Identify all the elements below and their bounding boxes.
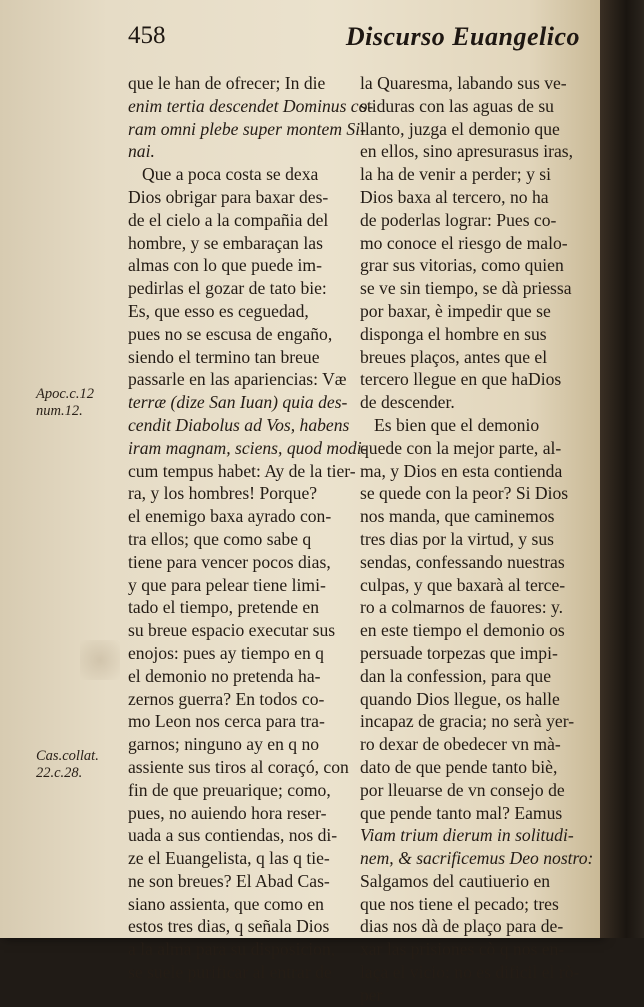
text-line: y que para pelear tiene limi- — [128, 574, 326, 595]
page-header — [120, 18, 580, 58]
text-line: xar las prisiones cò q nos en- — [360, 939, 565, 960]
text-line: hombre, y se embaraçan las — [128, 232, 323, 253]
text-line: llanto, juzga el demonio que — [360, 118, 560, 139]
margin-note-line: Cas.collat. — [36, 748, 99, 764]
text-line: ma, y Dios en esta contienda — [360, 460, 563, 481]
text-line: persuade torpezas que impi- — [360, 642, 558, 663]
text-line: Que a poca costa se dexa — [142, 164, 319, 185]
text-line: ne son breues? El Abad Cas- — [128, 870, 330, 891]
text-line: incapaz de gracia; no serà yer- — [360, 711, 575, 732]
running-title: Discurso Euangelico — [345, 22, 580, 51]
text-line: tres dias por la virtud, y sus — [360, 528, 554, 549]
text-line: tiene para vencer pocos dias, — [128, 551, 331, 572]
text-line: de poderlas lograr: Pues co- — [360, 209, 557, 230]
text-line: el enemigo baxa ayrado con- — [128, 506, 332, 527]
text-line: estos tres dias, q señala Dios — [128, 916, 330, 937]
text-line: ze el Euangelista, q las q tie- — [128, 848, 330, 869]
text-line: Es bien que el demonio — [374, 414, 540, 435]
text-line: disponga el hombre en sus — [360, 323, 547, 344]
right-text-column — [360, 72, 594, 1007]
text-line: fin de que preuarique; como, — [128, 779, 331, 800]
text-line: sendas, confessando nuestras — [360, 551, 565, 572]
text-line: ram omni plebe super montem Si- — [128, 118, 366, 139]
text-line: que pende tanto mal? Eamus — [360, 802, 563, 823]
text-line: se suele purificar al entrar de — [128, 962, 332, 983]
text-line: su breue espacio executar sus — [128, 620, 336, 641]
text-line: por lleuarse de vn consejo de — [360, 779, 565, 800]
text-line: Salgamos del cautiuerio en — [360, 870, 551, 891]
text-line: iram magnam, sciens, quod modi- — [128, 437, 368, 458]
text-line: por baxar, è impedir que se — [360, 300, 551, 321]
text-line: se ve sin tiempo, se dà priessa — [360, 278, 572, 299]
text-line: laça el vicio: no es dificil el rò- — [360, 962, 580, 983]
paper-stain — [80, 640, 120, 680]
text-line: mo conoce el riesgo de malo- — [360, 232, 568, 253]
text-line: breues plaços, antes que el — [360, 346, 548, 367]
text-line: tra ellos; que como sabe q — [128, 528, 312, 549]
text-line: cum tempus habet: Ay de la tier- — [128, 460, 356, 481]
text-line: tercero llegue en que haDios — [360, 369, 562, 390]
text-line: el demonio no pretenda ha- — [128, 665, 321, 686]
text-line: dias nos dà de plaço para de- — [360, 916, 564, 937]
text-line: que le han de ofrecer; In die — [128, 73, 326, 93]
margin-note-citation — [36, 748, 126, 782]
text-line: terræ (dize San Iuan) quia des- — [128, 392, 348, 413]
text-line: ra, y los hombres! Porque? — [128, 483, 318, 504]
page-number: 458 — [128, 22, 166, 49]
margin-note-line: 22.c.28. — [36, 765, 83, 781]
text-line: passarle en las apariencias: Væ — [128, 369, 347, 390]
text-line: nem, & sacrificemus Deo nostro: — [360, 848, 594, 869]
book-gutter — [600, 0, 644, 938]
text-line: Viam trium dierum in solitudi- — [360, 825, 574, 846]
text-line: pues, no auiendo hora reser- — [128, 802, 327, 823]
text-line: enim tertia descendet Dominus co- — [128, 95, 374, 116]
text-line: pues no se escusa de engaño, — [128, 323, 333, 344]
text-line: dan la confession, para que — [360, 665, 552, 686]
text-line: a la alma para su disposicion, — [128, 939, 336, 960]
text-line: culpas, y que baxarà al terce- — [360, 574, 566, 595]
text-line: dato de que pende tanto biè, — [360, 756, 558, 777]
text-line: siendo el termino tan breue — [128, 346, 320, 367]
text-line: nai. — [128, 141, 155, 162]
text-line: grar sus vitorias, como quien — [360, 255, 564, 276]
text-line: assiente sus tiros al coraçó, con — [128, 756, 349, 777]
text-line: la Quaresma, labando sus ve- — [360, 73, 567, 93]
text-line: se quede con la peor? Si Dios — [360, 483, 569, 504]
text-line: quando Dios llegue, os halle — [360, 688, 560, 709]
text-line: Dios baxa al tercero, no ha — [360, 186, 549, 207]
margin-note-line: num.12. — [36, 403, 83, 419]
text-line: zernos guerra? En todos co- — [128, 688, 325, 709]
text-line: en ellos, sino apresurasus iras, — [360, 141, 574, 162]
text-line: la ha de venir a perder; y si — [360, 164, 552, 185]
text-line: de descender. — [360, 392, 455, 413]
text-line: tado el tiempo, pretende en — [128, 597, 320, 618]
text-line: nos manda, que caminemos — [360, 506, 555, 527]
text-line: enojos: pues ay tiempo en q — [128, 642, 324, 663]
text-line: garnos; ninguno ay en q no — [128, 734, 320, 755]
text-line: quede con la mejor parte, al- — [360, 437, 562, 458]
text-line: de el cielo a la compañia del — [128, 209, 329, 230]
text-line: mo Leon nos cerca para tra- — [128, 711, 325, 732]
text-line: almas con lo que puede im- — [128, 255, 322, 276]
margin-note-line: Apoc.c.12 — [36, 386, 94, 402]
margin-note-citation — [36, 386, 126, 420]
text-line: ro dexar de obedecer vn mà- — [360, 734, 561, 755]
text-line: en este tiempo el demonio os — [360, 620, 565, 641]
text-line: Dios obrigar para baxar des- — [128, 186, 329, 207]
text-line: ro a colmarnos de fauores: y. — [360, 597, 564, 618]
text-line: stiduras con las aguas de su — [360, 95, 554, 116]
left-text-column — [128, 72, 374, 984]
text-line: per — [360, 984, 383, 1005]
text-line: que nos tiene el pecado; tres — [360, 893, 559, 914]
text-line: siano assienta, que como en — [128, 893, 324, 914]
text-line: cendit Diabolus ad Vos, habens — [128, 414, 350, 435]
text-line: Es, que esso es ceguedad, — [128, 300, 309, 321]
text-line: uada a sus contiendas, nos di- — [128, 825, 338, 846]
text-line: pedirlas el gozar de tato bie: — [128, 278, 327, 299]
